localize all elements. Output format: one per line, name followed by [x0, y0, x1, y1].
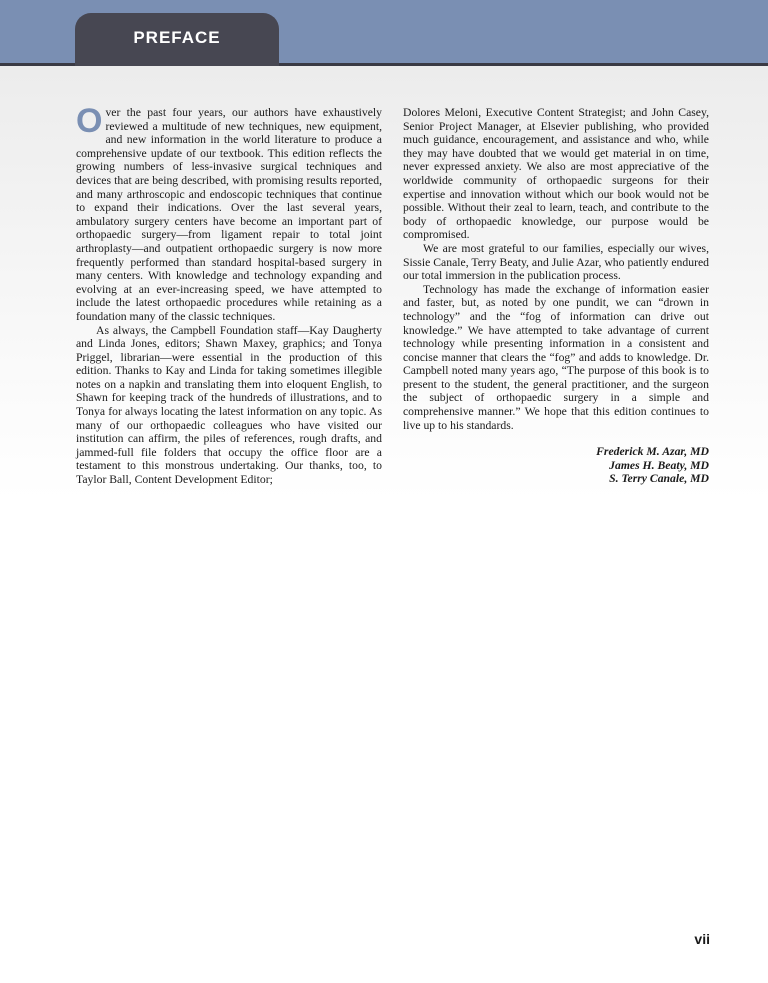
drop-cap: O — [76, 102, 103, 140]
signature-azar: Frederick M. Azar, MD — [596, 445, 709, 459]
page-number: vii — [694, 931, 710, 947]
paragraph-1 — [76, 102, 382, 324]
section-tab — [75, 13, 279, 66]
paragraph-2-continued: Dolores Meloni, Executive Content Strategist; and John Casey, Senior Project Manager, at Elsevier publishing, who provided much guidance, encouragement, and assistance and who, while they may have doubted that we would get material in on time, never expressed anxiety. We also are most appreciative of the worldwide community of orthopaedic surgeons for their expertise and innovation without which our book would not be possible. Without their zeal to learn, teach, and contribute to the body of orthopaedic knowledge, our purpose would be compromised. — [403, 106, 709, 242]
paragraph-3: We are most grateful to our families, especially our wives, Sissie Canale, Terry Beaty, and Julie Azar, who patiently endured our total immersion in the publication process. — [403, 241, 709, 283]
left-column — [76, 102, 382, 487]
signature-block — [403, 445, 709, 486]
paragraph-4: Technology has made the exchange of information easier and faster, but, as noted by one pundit, we can “drown in technology” and the “fog of information can drive out knowledge.” We have attempted to take advantage of current technology while presenting information in a consistent and concise manner that clears the “fog” and adds to knowledge. Dr. Campbell noted many years ago, “The purpose of this book is to present to the student, the general practitioner, and the surgeon the subject of orthopaedic surgery in a simple and comprehensive manner.” We hope that this edition continues to live up to his standards. — [403, 282, 709, 432]
signature-beaty: James H. Beaty, MD — [609, 458, 709, 472]
paragraph-2: As always, the Campbell Foundation staff—Kay Daugherty and Linda Jones, editors; Shawn Maxey, graphics; and Tonya Priggel, librarian—were essential in the production of this edition. Thanks to Kay and Linda for taking sometimes illegible notes on a napkin and translating them into eloquent English, to Shawn for keeping track of the hundreds of illustrations, and to Tonya for always locating the latest information on any topic. As many of our orthopaedic colleagues who have visited our institution can affirm, the piles of references, rough drafts, and jammed-full file folders that occupy the office floor are a testament to this monstrous undertaking. Our thanks, too, to Taylor Ball, Content Development Editor; — [76, 323, 382, 487]
right-column — [403, 106, 709, 486]
paragraph-1-text: ver the past four years, our authors have exhaustively reviewed a multitude of new techniques, new equipment, and new information in the world literature to produce a comprehensive update of our textbook. This edition reflects the growing numbers of less-invasive surgical techniques and devices that are being described, with promising results reported, and many arthroscopic and endoscopic techniques that continue to expand their indications. Over the last several years, ambulatory surgery centers have become an important part of orthopaedic surgery—from ligament repair to total joint arthroplasty—and outpatient orthopaedic surgery is now more frequently performed than standard hospital-based surgery in many centers. With knowledge and technology expanding and evolving at an ever-increasing speed, we have attempted to include the latest orthopaedic procedures while retaining as a foundation many of the classic techniques. — [76, 106, 382, 323]
signature-canale: S. Terry Canale, MD — [609, 472, 709, 486]
section-title: PREFACE — [133, 28, 221, 47]
